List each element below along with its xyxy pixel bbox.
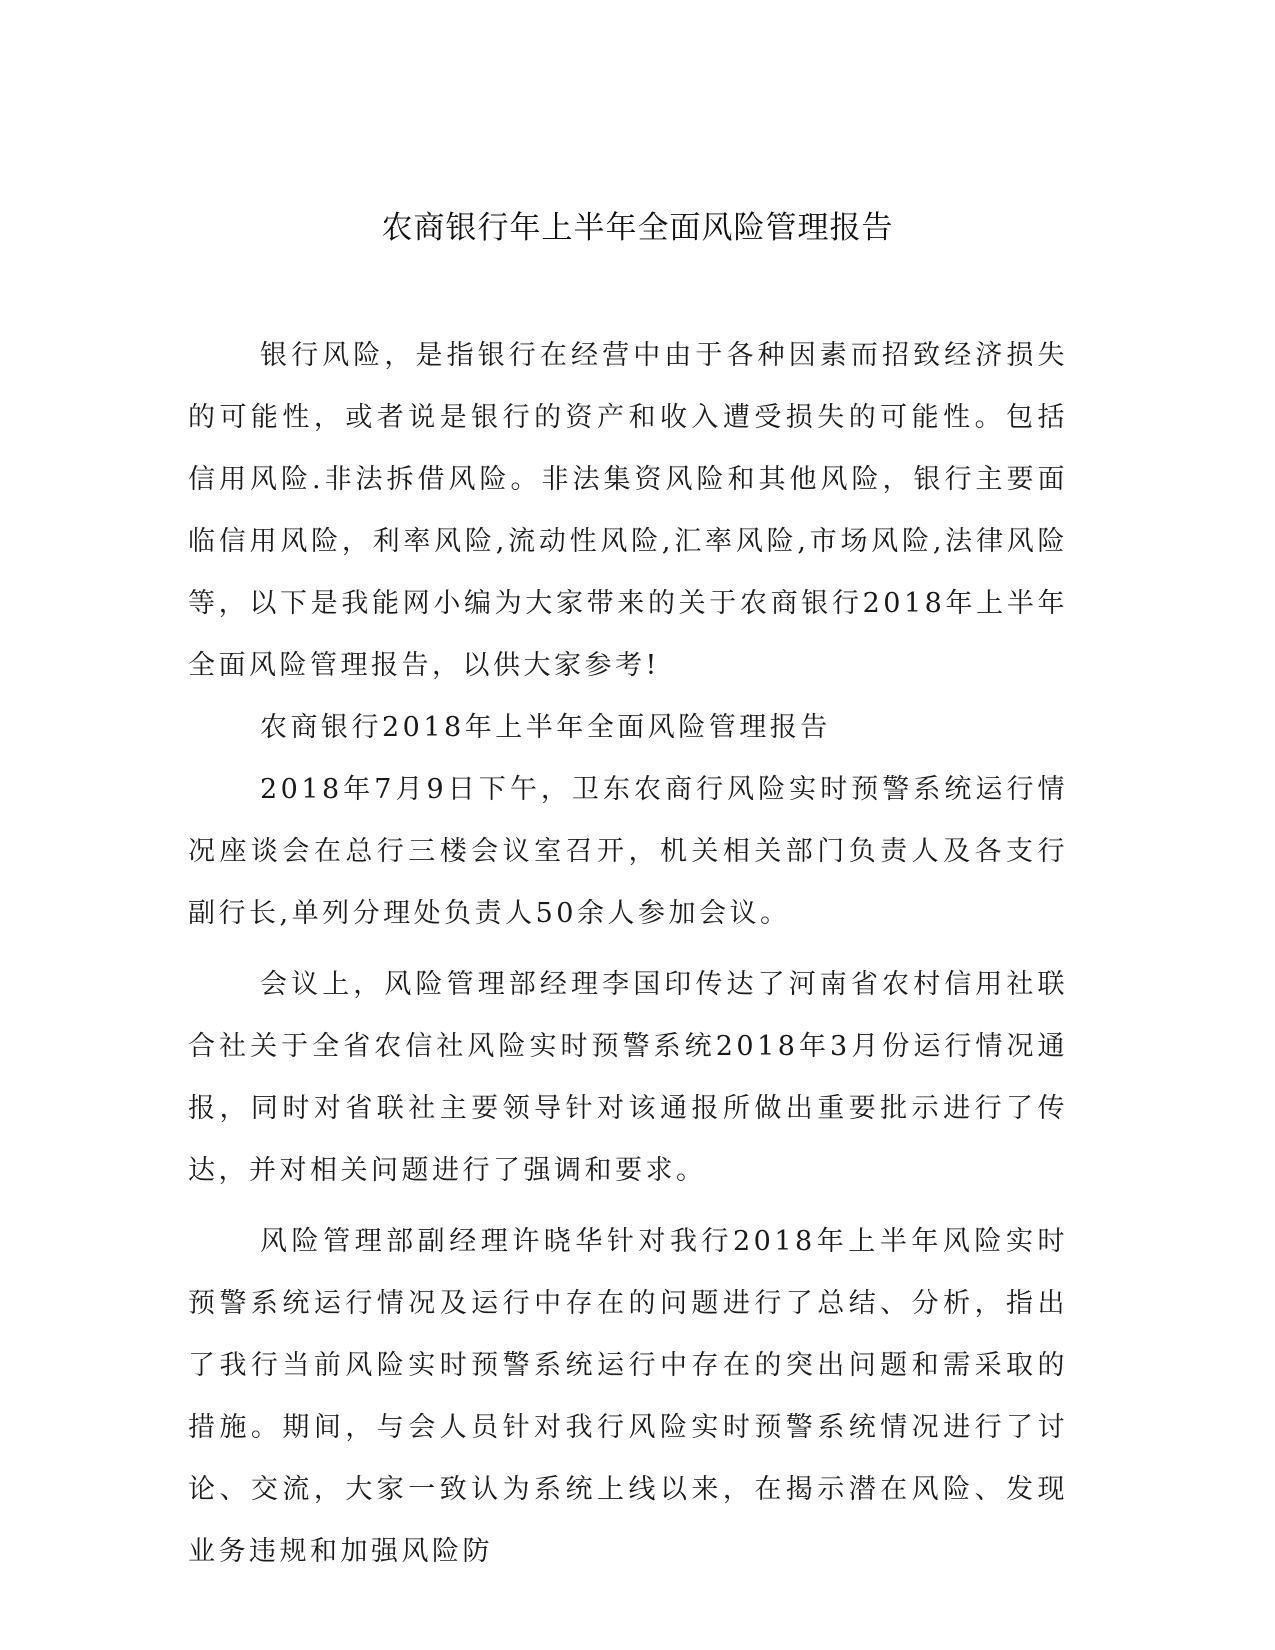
document-title: 农商银行年上半年全面风险管理报告 [381, 210, 894, 246]
paragraph-meeting: 2018年7月9日下午，卫东农商行风险实时预警系统运行情况座谈会在总行三楼会议室召开，机关相关部门负责人及各支行副行长,单列分理处负责人50余人参加会议。 [188, 774, 1068, 929]
paragraph-conveyance: 会议上，风险管理部经理李国印传达了河南省农村信用社联合社关于全省农信社风险实时预警系统2018年3月份运行情况通报，同时对省联社主要领导针对该通报所做出重要批示进行了传达，并对相关问题进行了强调和要求。 [188, 969, 1068, 1186]
document-body [188, 325, 1068, 1583]
paragraph-intro: 银行风险，是指银行在经营中由于各种因素而招致经济损失的可能性，或者说是银行的资产和收入遭受损失的可能性。包括信用风险.非法拆借风险。非法集资风险和其他风险，银行主要面临信用风险，利率风险,流动性风险,汇率风险,市场风险,法律风险等，以下是我能网小编为大家带来的关于农商银行2018年上半年全面风险管理报告，以供大家参考! [188, 340, 1068, 681]
paragraph-subtitle: 农商银行2018年上半年全面风险管理报告 [260, 712, 831, 743]
paragraph-analysis: 风险管理部副经理许晓华针对我行2018年上半年风险实时预警系统运行情况及运行中存在的问题进行了总结、分析，指出了我行当前风险实时预警系统运行中存在的突出问题和需采取的措施。期间，与会人员针对我行风险实时预警系统情况进行了讨论、交流，大家一致认为系统上线以来，在揭示潜在风险、发现业务违规和加强风险防 [188, 1226, 1068, 1567]
